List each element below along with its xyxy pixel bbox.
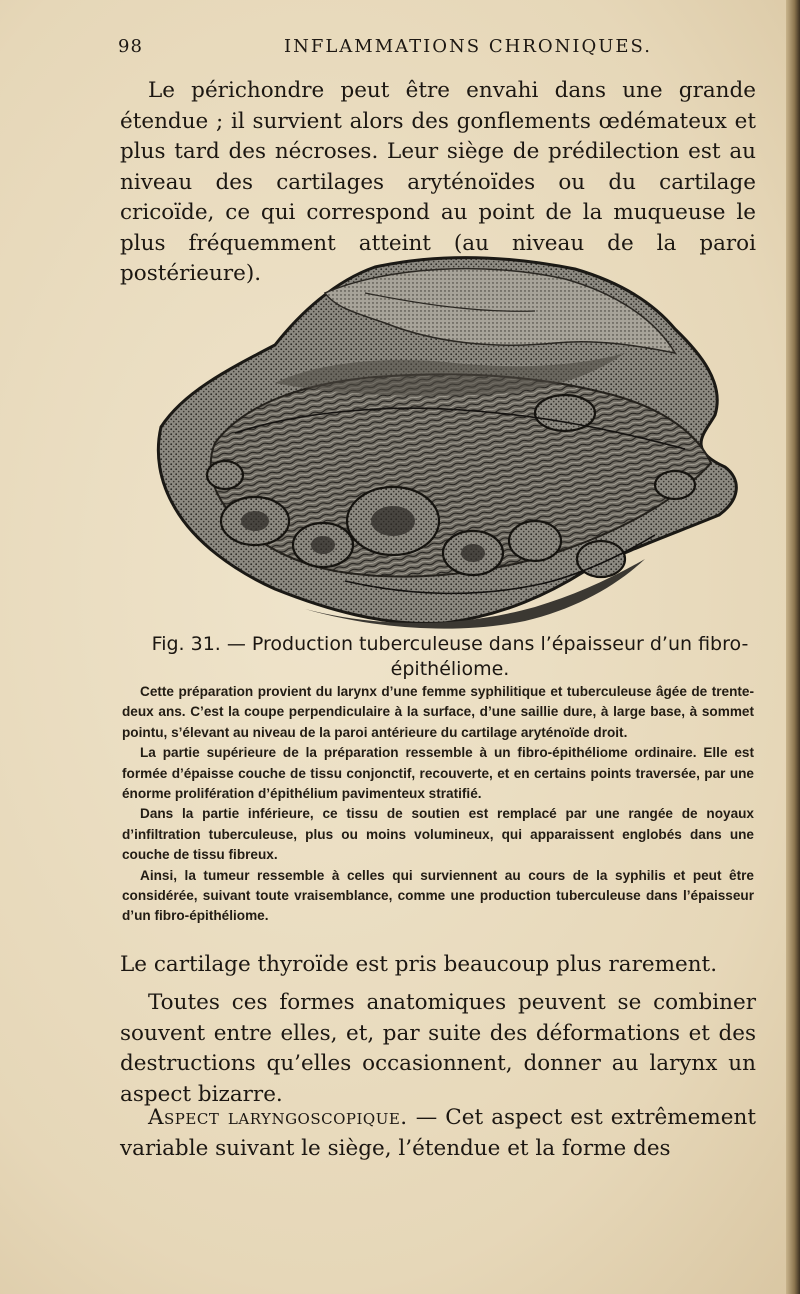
section-heading: Aspect laryngoscopique.	[148, 1105, 408, 1130]
running-header	[118, 36, 758, 64]
figure-note: Cette préparation provient du larynx d’une femme syphilitique et tuberculeuse âgée de trente-deux ans. C’est la coupe perpendiculaire à la surface, d’une saillie dure, à large base, à sommet pointu, s’élevant au niveau de la paroi antérieure du cartilage aryténoïde droit.	[122, 684, 754, 740]
page-edge-shadow	[786, 0, 800, 1294]
paragraph-perichondrium: Le périchondre peut être envahi dans une grande étendue ; il survient alors des gonflements œdémateux et plus tard des nécroses. Leur siège de prédilection est au niveau des cartilages aryténoïdes ou du cartilage cricoïde, ce qui correspond au point de la muqueuse le plus fréquemment atteint (au niveau de la paroi postérieure).	[120, 78, 756, 286]
figure-note: Ainsi, la tumeur ressemble à celles qui surviennent au cours de la syphilis et peut être considérée, suivant toute vraisemblance, comme une production tuberculeuse dans l’épaisseur d’un fibro-épithéliome.	[122, 867, 754, 924]
figure-caption: Fig. 31. — Production tuberculeuse dans l’épaisseur d’un fibro-épithéliome.	[151, 633, 749, 680]
figure-histology-illustration	[155, 253, 745, 631]
running-title: INFLAMMATIONS CHRONIQUES.	[284, 36, 652, 57]
histology-drawing	[155, 253, 745, 631]
page-number: 98	[118, 36, 143, 57]
figure-notes	[122, 682, 754, 927]
figure-note: La partie supérieure de la préparation ressemble à un fibro-épithéliome ordinaire. Elle est formée d’épaisse couche de tissu conjonctif, recouverte, et en certains points traversée, par une énorme prolifération d’épithélium pavimenteux stratifié.	[122, 745, 754, 802]
paragraph-laryngoscopic-aspect	[120, 1103, 756, 1164]
paragraph-anatomical-forms: Toutes ces formes anatomiques peuvent se combiner souvent entre elles, et, par suite des déformations et des destructions qu’elles occasionnent, donner au larynx un aspect bizarre.	[120, 990, 756, 1107]
section-text: — Cet aspect est extrêmement variable suivant le siège, l’étendue et la forme des	[120, 1105, 756, 1161]
paragraph-thyroid-cartilage: Le cartilage thyroïde est pris beaucoup plus rarement.	[120, 952, 718, 977]
figure-note: Dans la partie inférieure, ce tissu de soutien est remplacé par une rangée de noyaux d’infiltration tuberculeuse, plus ou moins volumineux, qui apparaissent englobés dans une couche de tissu fibreux.	[122, 806, 754, 863]
